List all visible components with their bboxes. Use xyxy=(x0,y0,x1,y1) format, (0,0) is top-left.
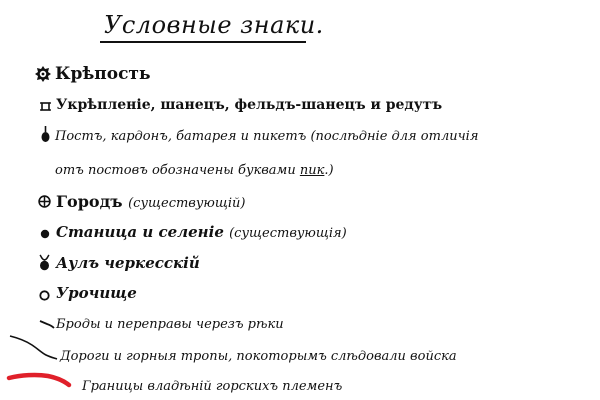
post-note-line1: (послѣдніе для отличія xyxy=(310,129,479,144)
legend-title: Условные знаки. xyxy=(104,11,324,39)
town-symbol xyxy=(38,195,51,208)
road-line-symbol xyxy=(8,333,58,363)
post-main-label: Постъ, кардонъ, батарея и пикетъ xyxy=(55,129,307,144)
title-underline xyxy=(100,41,306,43)
aul-label: Аулъ черкесскій xyxy=(56,254,200,272)
stanitsa-main-label: Станица и селеніе xyxy=(56,223,224,241)
fortification-label: Укрѣпленіе, шанецъ, фельдъ-шанецъ и редутъ xyxy=(56,97,443,113)
fortification-symbol xyxy=(40,101,51,112)
town-main-label: Городъ xyxy=(56,192,123,211)
post-label xyxy=(55,130,478,143)
fords-label: Броды и переправы черезъ рѣки xyxy=(56,317,284,332)
fortress-label: Крѣпость xyxy=(55,64,151,84)
border-line-symbol xyxy=(6,370,72,390)
stanitsa-symbol xyxy=(40,229,50,239)
fortress-symbol xyxy=(35,66,51,82)
stanitsa-note: (существующія) xyxy=(229,226,347,241)
stanitsa-label xyxy=(56,225,347,240)
post-note-line2-pre: отъ постовъ обозначены буквами xyxy=(55,163,296,178)
town-label xyxy=(56,194,245,210)
post-note-line2-post: .) xyxy=(324,163,334,178)
ford-symbol xyxy=(39,319,55,329)
urochishche-symbol xyxy=(39,290,50,301)
town-note: (существующій) xyxy=(128,196,246,211)
urochishche-label: Урочище xyxy=(56,284,137,302)
roads-label: Дороги и горныя тропы, покоторымъ слѣдовали войска xyxy=(60,349,457,364)
post-note-line2 xyxy=(55,164,334,177)
post-symbol xyxy=(41,126,50,143)
aul-symbol xyxy=(38,254,51,271)
post-note-abbr: пик xyxy=(299,163,325,178)
borders-label: Границы владѣній горскихъ племенъ xyxy=(82,379,343,394)
